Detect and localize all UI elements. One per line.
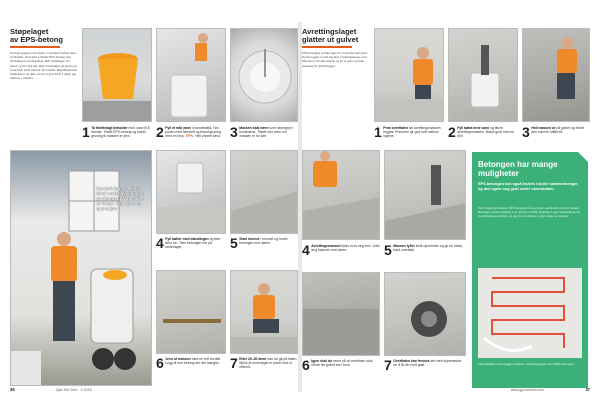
step-bold: Prim overflaten (383, 126, 408, 130)
right-folio (511, 387, 590, 392)
step-caption (156, 237, 226, 249)
photo-step-6 (156, 270, 226, 354)
step-number: 4 (302, 242, 310, 258)
step-bold: Igjen skal du (311, 359, 332, 363)
screed-icon (157, 271, 226, 354)
step-bold: Overflaten kan fresses (393, 359, 430, 363)
flowing-screed-icon (385, 151, 466, 240)
photo-callout: Ha med deg en ekstra hånd under blandingen og deretter på innsiden av huset. Gjør det i én operasjon. (96, 186, 144, 211)
step-text: med en rett bordbit. Legg til mer betong der det mangler. (165, 357, 222, 366)
step-bold: Ta tilrettelagt beholder (91, 126, 128, 130)
step-number: 4 (156, 235, 164, 251)
step-bold: Start innerst (239, 237, 260, 241)
photo-right-step-1 (374, 28, 444, 122)
step-bold: Fyll bøtta med vann (457, 126, 490, 130)
bucket-icon (83, 29, 152, 122)
step-bold: Avrettingsmassen (311, 244, 341, 248)
left-title-rule (10, 46, 60, 48)
step-number: 6 (302, 357, 310, 373)
step-caption (230, 126, 298, 138)
pouring-screed-icon (303, 151, 380, 240)
floor-icon (231, 151, 298, 234)
left-title-line1: Støpelaget (10, 27, 49, 36)
right-title-line2: glatter ut gulvet (302, 35, 359, 44)
step-caption (384, 244, 466, 256)
sidebar-body: Ved å legge gulvvarme i EPS-betongen får du et gulv som holder godt på varmen. Betongen isolerer samtidig som den gir et stabilt underlag. Legg varmekablene før avrettingsmassen helles, og sørg for at kablene er godt dekket av massen. (478, 206, 581, 219)
step-caption (522, 126, 590, 138)
left-title (10, 28, 90, 44)
photo-right-step-3 (522, 28, 590, 122)
sidebar-photo (478, 268, 582, 358)
step-number: 6 (156, 355, 164, 371)
page-number: 37 (585, 387, 590, 392)
step-text: med vann til å blande. Tilsett EPS-betong og bland grundig til massen er jevn. (91, 126, 150, 139)
step-text: i blandebøtta. Ha i posen med tørrstoff og bland grundig med en visp. (165, 126, 221, 139)
photo-mixer (230, 28, 298, 122)
step-number: 5 (230, 235, 238, 251)
tip-text: Hell vannet først. (195, 134, 221, 139)
step-text: kan du gå på flaten. Sjekk at underlaget er plant med et rettholt. (239, 357, 298, 370)
step-caption (302, 244, 380, 256)
drill-mixing-icon (449, 29, 518, 122)
step-number: 3 (522, 124, 530, 140)
photo-step-4 (156, 150, 226, 234)
photo-right-step-4 (302, 150, 380, 240)
mixer-icon (231, 29, 298, 122)
step-number: 7 (384, 357, 392, 373)
step-number: 1 (374, 124, 382, 140)
step-caption (230, 357, 298, 369)
step-text: vente på at overflaten skal herde før gulvet tas i bruk. (311, 359, 373, 368)
step-number: 2 (156, 124, 164, 140)
left-title-line2: av EPS-betong (10, 35, 63, 44)
heating-cable-icon (478, 268, 582, 358)
step-caption (156, 126, 226, 138)
folio-text: www.gjordetselv.com (510, 388, 545, 392)
right-intro: EPS-betongen er ikke laget for å avrettes helt jevnt. Derfor legges et tynt lag med avrettingsmasse over. Massen er selvutjevnende og gir et glatt og plant underlag for gulvbelegget. (302, 51, 368, 68)
kneeling-worker-icon (231, 271, 298, 354)
step-caption (302, 359, 380, 371)
sidebar-lead: EPS-betongen kan også brukes i andre sammenhenger, og den egner seg godt under varmekabler. (478, 182, 579, 191)
priming-worker-icon (375, 29, 444, 122)
step-number: 2 (448, 124, 456, 140)
step-bold: Etter 20–30 timer (239, 357, 267, 361)
cured-floor-icon (303, 273, 380, 356)
left-folio (10, 387, 92, 392)
grinder-icon (385, 273, 466, 356)
photo-right-step-2 (448, 28, 518, 122)
step-bold: Fyll et mål vann (165, 126, 191, 130)
left-intro: En liten oppgave som dette, er perfekt å utføre med en blander. Start med å blande EPS-betong etter anvisning fra produsenten. Hell blandingen ut i bøtter og bær den inn. Hell ut betongen på gulvet og fordel den jevnt med en rett bordbit. Blandingen kan bearbeides i en time, så det er god tid til å jobbe seg bakover i rommet. (10, 51, 78, 81)
right-title-rule (302, 46, 352, 48)
photo-bucket (82, 28, 152, 122)
step-caption (82, 126, 152, 138)
folio-text: Gjør Det Selv · 3-2016 (55, 388, 92, 392)
step-caption (156, 357, 226, 369)
left-page (10, 22, 298, 392)
step-text: lett med slipemaskin for å få den helt glatt. (393, 359, 462, 368)
photo-pour (156, 28, 226, 122)
page-number: 36 (10, 387, 15, 392)
photo-right-step-6 (302, 272, 380, 356)
sidebar-box (472, 152, 588, 388)
step-number: 3 (230, 124, 238, 140)
step-caption (384, 359, 466, 371)
step-text: før avrettingsmassen legges. Primeren gir god heft mellom lagene. (383, 126, 441, 139)
step-number: 5 (384, 242, 392, 258)
step-caption (374, 126, 444, 138)
sidebar-title: Betongen har mange muligheter (478, 160, 558, 178)
pouring-icon (157, 29, 226, 122)
step-bold: Massen skal være (239, 126, 269, 130)
step-text: små ujevnheter og gir en blank, hard overflate. (393, 244, 464, 253)
step-text: på gulvet og fordel den med en stålbrett. (531, 126, 585, 135)
step-bold: Jevn ut massen (165, 357, 191, 361)
tip-label: TIPS: (185, 134, 195, 139)
step-text: og bær dem inn. Tøm betongen rett på underlaget. (165, 237, 221, 250)
right-page (302, 22, 590, 392)
photo-right-step-7 (384, 272, 466, 356)
sidebar-caption: Varmekablene kan legges direkte i avrettingslaget over EPS-betongen. (478, 362, 575, 366)
step-number: 1 (82, 124, 90, 140)
step-number: 7 (230, 355, 238, 371)
photo-step-5 (230, 150, 298, 234)
step-bold: Massen fyller (393, 244, 415, 248)
right-title (302, 28, 382, 44)
step-bold: Fyll bøtter med blandingen (165, 237, 209, 241)
trowel-worker-icon (523, 29, 590, 122)
step-caption (230, 237, 298, 249)
step-bold: Hell massen ut (531, 126, 556, 130)
step-text: og tilsett avrettingsmassen. Bland godt med en drill. (457, 126, 515, 139)
right-title-line1: Avrettingslaget (302, 27, 357, 36)
photo-right-step-5 (384, 150, 466, 240)
step-text: i rommet og fordel betongen mot døren. (239, 237, 288, 246)
pour-bucket-icon (157, 151, 226, 234)
step-text: flyter ut av seg selv. Jobb deg bakover mot døren. (311, 244, 380, 253)
photo-step-7 (230, 270, 298, 354)
step-caption (448, 126, 518, 138)
step-text: som havregryn i konsistens. Tilsett mer vann om massen er for tørr. (239, 126, 294, 139)
